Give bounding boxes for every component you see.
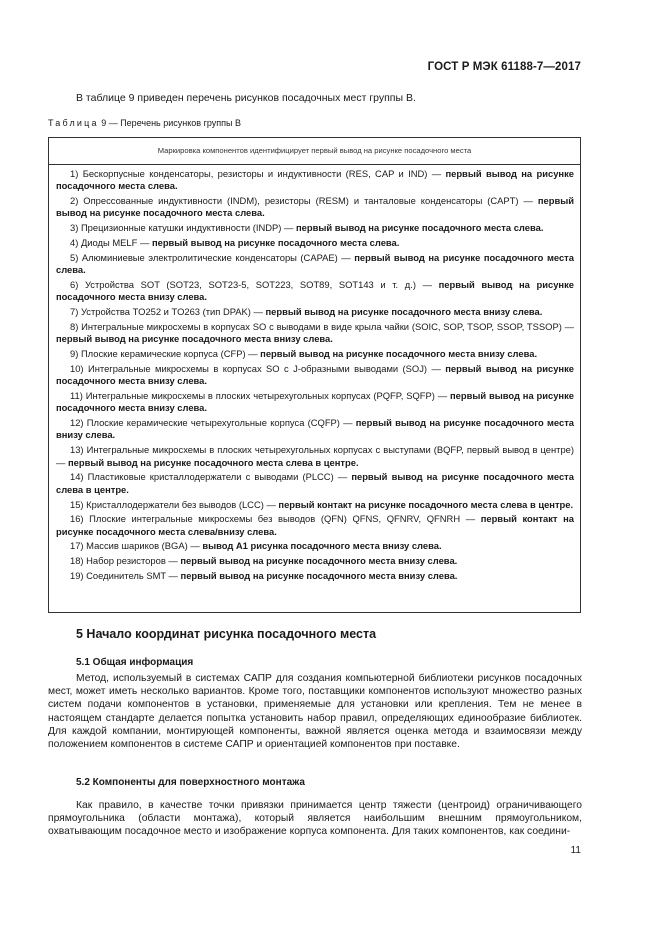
row-text: 6) Устройства SOT (SOT23, SOT23-5, SOT223, SOT89, SOT143 и т. д.) — xyxy=(70,279,439,291)
row-bold-text: первый вывод на рисунке посадочного места внизу слева. xyxy=(56,333,333,345)
table-caption-title: 9 — Перечень рисунков группы В xyxy=(98,118,241,128)
table-row xyxy=(56,471,574,495)
standard-identifier: ГОСТ Р МЭК 61188-7—2017 xyxy=(427,61,581,73)
intro-paragraph: В таблице 9 приведен перечень рисунков посадочных мест группы В. xyxy=(76,92,416,104)
row-text: 8) Интегральные микросхемы в корпусах SO с выводами в виде крыла чайки (SOIC, SOP, TSOP, SSOP, TSSOP) — xyxy=(70,321,574,333)
section-5-2-paragraph: Как правило, в качестве точки привязки принимается центр тяжести (центроид) ограничивающего прямоугольника (области монтажа), который является наибольшим внешним прямоугольником, охватывающим посадочное место и изображение корпуса компонента. Для таких компонентов, как соедини- xyxy=(48,800,582,838)
row-text: 17) Массив шариков (BGA) — xyxy=(70,540,203,552)
row-bold-text: первый вывод на рисунке посадочного места внизу слева. xyxy=(56,417,574,441)
table-row xyxy=(56,252,574,276)
table-row xyxy=(56,321,574,345)
row-bold-text: первый контакт на рисунке посадочного места слева в центре. xyxy=(278,498,574,510)
row-bold-text: первый вывод на рисунке посадочного места внизу слева. xyxy=(260,348,538,360)
row-text: 15) Кристаллодержатели без выводов (LCC) — xyxy=(70,498,279,510)
row-bold-text: первый вывод на рисунке посадочного места слева. xyxy=(151,237,400,249)
row-text: 7) Устройства TO252 и TO263 (тип DPAK) — xyxy=(70,306,266,318)
row-text: 11) Интегральные микросхемы в плоских четырехугольных корпусах (PQFP, SQFP) — xyxy=(70,390,450,402)
section-5-2-title: 5.2 Компоненты для поверхностного монтажа xyxy=(76,777,305,788)
row-bold-text: первый вывод на рисунке посадочного места внизу слева. xyxy=(56,390,574,414)
table-row xyxy=(56,444,574,468)
row-text: 4) Диоды MELF — xyxy=(70,237,152,249)
table-row xyxy=(56,195,574,219)
row-bold-text: вывод A1 рисунка посадочного места внизу слева. xyxy=(202,540,442,552)
row-bold-text: первый контакт на рисунке посадочного места слева/внизу слева. xyxy=(56,513,574,537)
row-bold-text: первый вывод на рисунке посадочного места слева. xyxy=(295,222,544,234)
row-text: 14) Пластиковые кристаллодержатели с выводами (PLCC) — xyxy=(70,471,352,483)
row-bold-text: первый вывод на рисунке посадочного места внизу слева. xyxy=(56,279,574,303)
row-bold-text: первый вывод на рисунке посадочного места внизу слева. xyxy=(265,306,543,318)
row-bold-text: первый вывод на рисунке посадочного места внизу слева. xyxy=(56,363,574,387)
section-5-title: 5 Начало координат рисунка посадочного места xyxy=(76,627,377,641)
page-number: 11 xyxy=(570,845,581,856)
row-bold-text: первый вывод на рисунке посадочного места слева в центре. xyxy=(56,471,574,495)
row-text: 12) Плоские керамические четырехугольные корпуса (CQFP) — xyxy=(70,417,356,429)
row-bold-text: первый вывод на рисунке посадочного места слева. xyxy=(56,251,574,276)
row-bold-text: первый вывод на рисунке посадочного места слева. xyxy=(56,195,574,219)
table-row xyxy=(56,513,574,537)
row-text: 18) Набор резисторов — xyxy=(70,555,181,567)
table-row xyxy=(56,555,574,567)
row-text: 13) Интегральные микросхемы в плоских четырехугольных корпусах с выступами (BQFP, первый вывод в центре) — xyxy=(56,444,574,468)
table-caption-word: Таблица xyxy=(48,118,99,128)
table-caption xyxy=(48,117,241,129)
row-text: 1) Бескорпусные конденсаторы, резисторы и индуктивности (RES, CAP и IND) — xyxy=(70,168,446,179)
section-5-1-title: 5.1 Общая информация xyxy=(76,657,194,668)
table-header: Маркировка компонентов идентифицирует первый вывод на рисунке посадочного места xyxy=(49,138,580,165)
table-9 xyxy=(48,137,581,613)
table-row xyxy=(56,363,574,387)
row-text: 19) Соединитель SMT — xyxy=(70,570,181,582)
table-row xyxy=(56,222,574,234)
table-row xyxy=(56,168,574,192)
table-row xyxy=(56,390,574,414)
row-text: 3) Прецизионные катушки индуктивности (INDP) — xyxy=(70,222,296,234)
row-bold-text: первый вывод на рисунке посадочного места слева в центре. xyxy=(67,456,359,468)
table-row xyxy=(56,417,574,441)
table-body xyxy=(49,165,580,582)
row-text: 2) Опрессованные индуктивности (INDM), резисторы (RESM) и танталовые конденсаторы (CAPT) — xyxy=(70,195,538,207)
row-bold-text: первый вывод на рисунке посадочного места внизу слева. xyxy=(180,570,458,582)
table-row xyxy=(56,540,574,552)
row-bold-text: первый вывод на рисунке посадочного места слева. xyxy=(56,168,574,192)
row-text: 9) Плоские керамические корпуса (CFP) — xyxy=(70,348,261,360)
table-row xyxy=(56,570,574,582)
row-text: 16) Плоские интегральные микросхемы без выводов (QFN) QFNS, QFNRV, QFNRH — xyxy=(70,513,481,525)
row-bold-text: первый вывод на рисунке посадочного места внизу слева. xyxy=(180,555,458,567)
row-text: 5) Алюминиевые электролитические конденсаторы (CAPAE) — xyxy=(70,251,355,263)
table-row xyxy=(56,348,574,360)
table-row xyxy=(56,279,574,303)
table-row xyxy=(56,499,574,511)
section-5-1-paragraph: Метод, используемый в системах САПР для создания компьютерной библиотеки рисунков посадочных мест, может иметь несколько вариантов. Кроме того, поставщики компонентов используют множество разных систем подачи компонентов в установки, применяемые для установки или крепления. Тем не менее в настоящем стандарте делается попытка установить набор правил, определяющих единообразие библиотек. Для каждой компании, монтирующей компоненты, важной является оценка метода и взаимосвязи между положением компонентов в системе САПР и ориентацией компонентов при поставке. xyxy=(48,673,582,751)
row-text: 10) Интегральные микросхемы в корпусах SO с J-образными выводами (SOJ) — xyxy=(70,363,446,375)
table-row xyxy=(56,306,574,318)
table-row xyxy=(56,237,574,249)
